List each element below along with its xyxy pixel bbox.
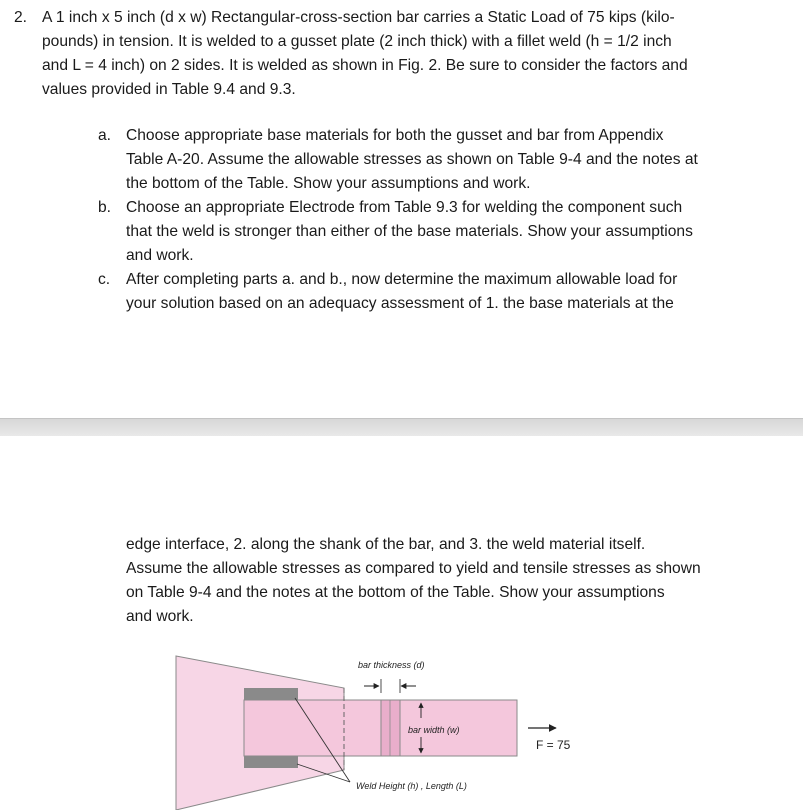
part-c-line-2: your solution based on an adequacy assessment of 1. the base materials at the xyxy=(126,295,674,312)
continuation-line-4: and work. xyxy=(126,608,194,625)
part-a-line-1: Choose appropriate base materials for both the gusset and bar from Appendix xyxy=(126,127,664,144)
bar-thickness-label: bar thickness (d) xyxy=(358,660,425,670)
weld-bottom xyxy=(244,756,298,768)
part-a-line-3: the bottom of the Table. Show your assumptions and work. xyxy=(126,175,531,192)
part-b-line-2: that the weld is stronger than either of the base materials. Show your assumptions xyxy=(126,223,693,240)
part-a-marker: a. xyxy=(98,127,112,144)
part-c-marker: c. xyxy=(98,271,111,288)
part-b-marker: b. xyxy=(98,199,112,216)
problem-number: 2. xyxy=(14,9,28,26)
part-c-line-1: After completing parts a. and b., now determine the maximum allowable load for xyxy=(126,271,678,288)
weld-label: Weld Height (h) , Length (L) xyxy=(356,781,467,791)
bar-thickness-band xyxy=(381,700,400,756)
part-b-line-1: Choose an appropriate Electrode from Table 9.3 for welding the component such xyxy=(126,199,683,216)
weld-top xyxy=(244,688,298,700)
continuation-line-1: edge interface, 2. along the shank of the bar, and 3. the weld material itself. xyxy=(126,536,646,553)
continuation-line-2: Assume the allowable stresses as compared to yield and tensile stresses as shown xyxy=(126,560,701,577)
continuation-line-3: on Table 9-4 and the notes at the bottom of the Table. Show your assumptions xyxy=(126,584,665,601)
intro-line-4: values provided in Table 9.4 and 9.3. xyxy=(42,81,296,98)
intro-line-2: pounds) in tension. It is welded to a gusset plate (2 inch thick) with a fillet weld (h = 1/2 inch xyxy=(42,33,672,50)
intro-line-1: A 1 inch x 5 inch (d x w) Rectangular-cross-section bar carries a Static Load of 75 kips (kilo- xyxy=(42,9,675,26)
part-a-line-2: Table A-20. Assume the allowable stresses as shown on Table 9-4 and the notes at xyxy=(126,151,698,168)
part-b-line-3: and work. xyxy=(126,247,194,264)
force-label: F = 75 xyxy=(536,738,571,752)
intro-line-3: and L = 4 inch) on 2 sides. It is welded as shown in Fig. 2. Be sure to consider the factors and xyxy=(42,57,688,74)
bar-width-label: bar width (w) xyxy=(408,725,460,735)
